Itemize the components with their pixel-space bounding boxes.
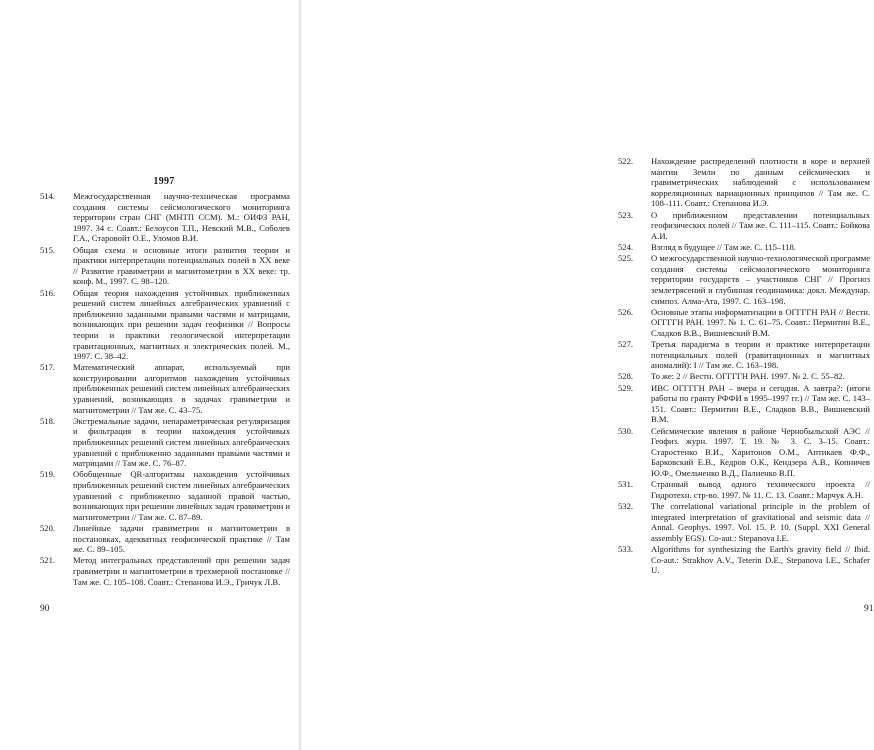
- entry-text: Странный вывод одного технического проекта // Гидротехн. стр-во. 1997. № 11. С. 13. Соавт.: Марчук А.Н.: [651, 479, 870, 500]
- entry-number: 518.: [40, 415, 56, 426]
- entry-text: То же: 2 // Вестн. ОГГГГН РАН. 1997. № 2. С. 55–82.: [651, 371, 845, 382]
- entry-number: 533.: [618, 543, 634, 554]
- entry-text: Основные этапы информатизации в ОГГГГН РАН // Вестн. ОГГГГН РАН. 1997. № 1. С. 61–75. Соавт.: Пермитин В.Е., Сладков В.В., Вишневский В.М.: [651, 306, 870, 338]
- bibliography-entry: [618, 253, 870, 306]
- bibliography-entry: [618, 479, 870, 500]
- entry-number: 526.: [618, 306, 634, 317]
- bibliography-entry: [40, 191, 290, 244]
- bibliography-entry: [618, 544, 870, 576]
- entry-number: 527.: [618, 339, 634, 350]
- year-heading: 1997: [153, 176, 175, 187]
- bibliography-entry: [618, 383, 870, 425]
- entry-text: ИВС ОГГГГН РАН – вчера и сегодня. А завтра?: (итоги работы по гранту РФФИ в 1995–1997 гг.) // Там же. С. 143–151. Соавт.: Пермитин В.Е., Сладков В.В., Вишневский В.М.: [651, 382, 870, 425]
- entry-text: Общая теория нахождения устойчивых приближенных решений систем линейных алгебраических уравнений с приближенно заданными правыми частями и матрицами, возникающих при решении задач геофизики // Вопросы теории и практики геологической интерпретации гравитационных, магнитных и электрических полей. М., 1997. С. 38–42.: [73, 287, 290, 362]
- entry-number: 516.: [40, 287, 56, 298]
- entry-text: Межгосударственная научно-техническая программа создания системы сейсмологического мониторинга территории стран СНГ (МНТП ССМ). М.: ОИФЗ РАН, 1997. 34 с. Соавт.: Белоусов Т.П., Невский М.В., Соболев Г.А., Старовойт О.Е., Уломов В.И.: [73, 191, 290, 244]
- bibliography-entry: [40, 523, 290, 555]
- entry-number: 524.: [618, 241, 634, 252]
- bibliography-entry: [618, 426, 870, 479]
- entry-text: Сейсмические явления в районе Чернобыльской АЭС // Геофиз. журн. 1997. Т. 19. № 3. С. 3–15. Соавт.: Старостенко В.И., Харитонов О.М., Аптикаев Ф.Ф., Барковский Е.В., Кедров О.К., Кендзера А.В., Копничев Ю.Ф., Омельченко В.Д., Палиенко В.П.: [651, 425, 870, 478]
- bibliography-entry: [618, 501, 870, 543]
- entry-number: 523.: [618, 209, 634, 220]
- bibliography-entry: [40, 245, 290, 287]
- bibliography-entry: [618, 242, 870, 253]
- entry-text: Метод интегральных представлений при решении задач гравиметрии и магнитометрии в трехмерной постановке // Там же. С. 105–108. Соавт.: Степанова И.Э., Гричук Л.В.: [73, 555, 290, 587]
- entry-text: Математический аппарат, используемый при конструировании алгоритмов нахождения устойчивых приближенных решений систем линейных алгебраических уравнений, возникающих в задачах гравиметрии и магнитометрии // Там же. С. 43–75.: [73, 362, 290, 415]
- bibliography-entry: [40, 555, 290, 587]
- bibliography-entry: [40, 469, 290, 522]
- entry-text: Третья парадигма в теории и практике интерпретации потенциальных полей (гравитационных и магнитных аномалий): I // Там же. С. 163–198.: [651, 339, 870, 371]
- entry-number: 525.: [618, 253, 634, 264]
- entry-text: О межгосударственной научно-технологической программе создания системы сейсмологического мониторинга территории государств – участников СНГ // Прогноз землетрясений и глубинная геодинамика: докл. Междунар. симпоз. Алма-Ата, 1997. С. 163–198.: [651, 253, 871, 306]
- entry-text: Линейные задачи гравиметрии и магнитометрии в постановках, адекватных геофизической практике // Там же. С. 89–105.: [73, 522, 290, 555]
- page-number: 90: [40, 604, 50, 614]
- page-number: 91: [864, 604, 874, 614]
- right-page: [300, 0, 874, 750]
- entry-number: 522.: [618, 156, 634, 166]
- bibliography-entry: [40, 288, 290, 362]
- bibliography-entry: [618, 371, 870, 382]
- bibliography-entry: [40, 416, 290, 469]
- entry-number: 521.: [40, 555, 56, 566]
- entry-text: О приближенном представлении потенциальных геофизических полей // Там же. С. 111–115. Соавт.: Бойкова А.И.: [651, 209, 870, 241]
- entry-text: Общая схема и основные итоги развития теории и практики интерпретации потенциальных полей в XX веке // Развитие гравиметрии и магнитометрии в XX веке: тр. конф. М., 1997. С. 98–120.: [73, 244, 290, 287]
- left-page: [0, 0, 300, 750]
- entry-number: 529.: [618, 382, 634, 393]
- entry-number: 520.: [40, 522, 56, 533]
- entry-number: 515.: [40, 244, 56, 255]
- entry-text: Нахождение распределений плотности в коре и верхней мантии Земли по данным сейсмических и гравиметрических наблюдений с использованием корреляционных вариационных принципов // Там же. С. 108–111. Соавт.: Степанова И.Э.: [651, 156, 870, 209]
- bibliography-list: [618, 156, 870, 576]
- entry-number: 530.: [618, 425, 634, 436]
- entry-text: The correlational variational principle in the problem of integrated interpretation of gravitational and seismic data // Annal. Geophys. 1997. Vol. 15. P. 10. (Suppl. XXI General assembly EGS). Co-aut.: Stepanova I.E.: [651, 500, 870, 543]
- entry-text: Algorithms for synthesizing the Earth's gravity field // Ibid. Co-aut.: Strakhov A.V., Teterin D.E., Stepanova I.E., Schafer U.: [651, 543, 870, 576]
- bibliography-entry: [618, 156, 870, 209]
- bibliography-entry: [618, 339, 870, 371]
- entry-number: 528.: [618, 371, 634, 382]
- entry-text: Экстремальные задачи, непараметрическая регуляризация и фильтрация в теории нахождения устойчивых приближенных решений систем линейных алгебраических уравнений с приближенно заданными правыми частями и матрицами // Там же. С. 76–87.: [73, 415, 290, 469]
- entry-number: 514.: [40, 191, 56, 201]
- entry-number: 531.: [618, 479, 634, 490]
- bibliography-entry: [40, 362, 290, 415]
- entry-number: 532.: [618, 500, 634, 511]
- entry-number: 517.: [40, 362, 56, 373]
- entry-text: Обобщенные QR-алгоритмы нахождения устойчивых приближенных решений систем линейных алгебраических уравнений с приближенно заданной правой частью, возникающих при решении линейных задач гравиметрии и магнитометрии // Там же. С. 87–89.: [73, 469, 290, 522]
- entry-number: 519.: [40, 469, 56, 480]
- bibliography-entry: [618, 307, 870, 339]
- entry-text: Взгляд в будущее // Там же. С. 115–118.: [651, 241, 796, 252]
- bibliography-entry: [618, 210, 870, 242]
- bibliography-list: [40, 191, 290, 588]
